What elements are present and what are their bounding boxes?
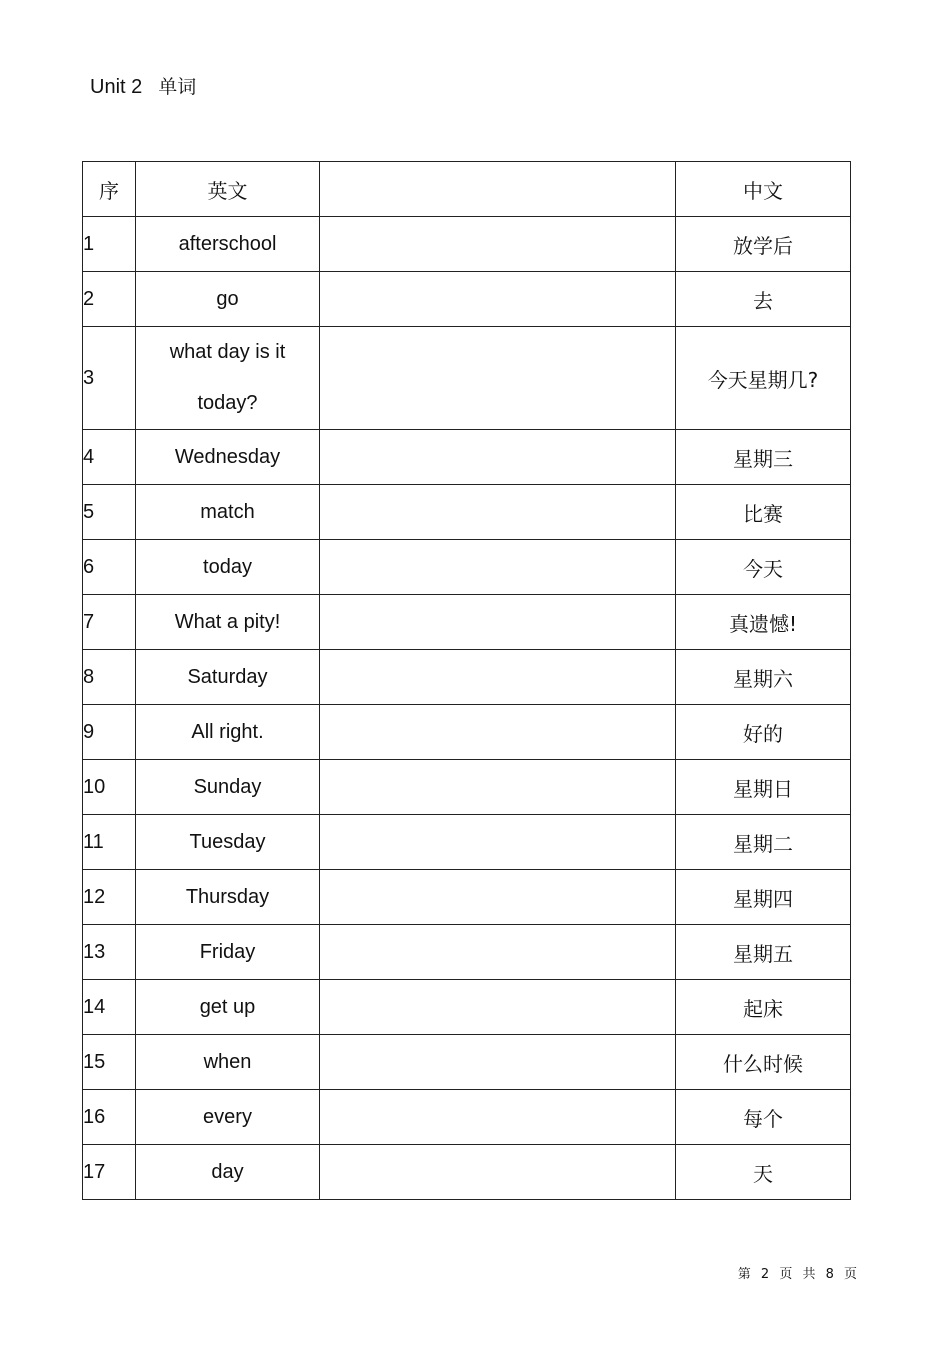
table-row xyxy=(83,595,851,650)
row-english: afterschool xyxy=(136,217,320,272)
row-number: 13 xyxy=(83,925,136,980)
row-blank xyxy=(320,980,676,1035)
row-number: 4 xyxy=(83,430,136,485)
table-row xyxy=(83,980,851,1035)
title-subtitle: 单词 xyxy=(158,76,197,98)
row-chinese: 天 xyxy=(676,1145,851,1200)
row-chinese: 什么时候 xyxy=(676,1035,851,1090)
row-chinese: 真遗憾! xyxy=(676,595,851,650)
row-number: 7 xyxy=(83,595,136,650)
row-number: 9 xyxy=(83,705,136,760)
row-english: Sunday xyxy=(136,760,320,815)
row-blank xyxy=(320,1035,676,1090)
row-english: Tuesday xyxy=(136,815,320,870)
row-number: 6 xyxy=(83,540,136,595)
vocabulary-table-body xyxy=(83,162,851,1200)
row-chinese: 星期三 xyxy=(676,430,851,485)
row-blank xyxy=(320,870,676,925)
page-title xyxy=(90,72,196,99)
row-blank xyxy=(320,925,676,980)
table-header-row xyxy=(83,162,851,217)
row-english: Wednesday xyxy=(136,430,320,485)
row-english: when xyxy=(136,1035,320,1090)
row-blank xyxy=(320,485,676,540)
unit-label: Unit 2 xyxy=(90,76,143,98)
row-number: 1 xyxy=(83,217,136,272)
row-blank xyxy=(320,650,676,705)
row-chinese: 放学后 xyxy=(676,217,851,272)
row-chinese: 星期四 xyxy=(676,870,851,925)
row-english: go xyxy=(136,272,320,327)
table-row xyxy=(83,272,851,327)
table-row xyxy=(83,1090,851,1145)
row-chinese: 星期六 xyxy=(676,650,851,705)
row-chinese: 星期五 xyxy=(676,925,851,980)
row-number: 2 xyxy=(83,272,136,327)
table-row xyxy=(83,217,851,272)
row-blank xyxy=(320,815,676,870)
row-blank xyxy=(320,595,676,650)
header-num: 序 xyxy=(83,162,136,217)
row-blank xyxy=(320,1145,676,1200)
row-chinese: 比赛 xyxy=(676,485,851,540)
header-english: 英文 xyxy=(136,162,320,217)
row-chinese: 去 xyxy=(676,272,851,327)
header-blank xyxy=(320,162,676,217)
row-english: day xyxy=(136,1145,320,1200)
row-number: 15 xyxy=(83,1035,136,1090)
row-english: What a pity! xyxy=(136,595,320,650)
row-english: get up xyxy=(136,980,320,1035)
row-blank xyxy=(320,430,676,485)
table-row xyxy=(83,760,851,815)
row-english: Friday xyxy=(136,925,320,980)
row-chinese: 每个 xyxy=(676,1090,851,1145)
table-row xyxy=(83,430,851,485)
row-blank xyxy=(320,1090,676,1145)
table-row xyxy=(83,327,851,430)
row-english: Saturday xyxy=(136,650,320,705)
row-blank xyxy=(320,705,676,760)
row-blank xyxy=(320,760,676,815)
table-row xyxy=(83,705,851,760)
table-row xyxy=(83,925,851,980)
row-number: 8 xyxy=(83,650,136,705)
row-english: Thursday xyxy=(136,870,320,925)
row-number: 12 xyxy=(83,870,136,925)
row-number: 14 xyxy=(83,980,136,1035)
row-english: today xyxy=(136,540,320,595)
row-number: 16 xyxy=(83,1090,136,1145)
row-number: 11 xyxy=(83,815,136,870)
row-blank xyxy=(320,217,676,272)
row-chinese: 好的 xyxy=(676,705,851,760)
row-number: 3 xyxy=(83,327,136,430)
row-chinese: 起床 xyxy=(676,980,851,1035)
table-row xyxy=(83,540,851,595)
table-row xyxy=(83,650,851,705)
row-number: 10 xyxy=(83,760,136,815)
row-english: what day is it today? xyxy=(136,327,320,430)
row-english: every xyxy=(136,1090,320,1145)
table-row xyxy=(83,485,851,540)
row-chinese: 今天星期几? xyxy=(676,327,851,430)
row-chinese: 星期日 xyxy=(676,760,851,815)
row-chinese: 星期二 xyxy=(676,815,851,870)
header-chinese: 中文 xyxy=(676,162,851,217)
row-english: match xyxy=(136,485,320,540)
table-row xyxy=(83,1145,851,1200)
row-number: 5 xyxy=(83,485,136,540)
row-blank xyxy=(320,540,676,595)
row-english: All right. xyxy=(136,705,320,760)
row-chinese: 今天 xyxy=(676,540,851,595)
page-number: 第 2 页 共 8 页 xyxy=(737,1267,860,1282)
row-blank xyxy=(320,272,676,327)
table-row xyxy=(83,1035,851,1090)
table-row xyxy=(83,815,851,870)
row-number: 17 xyxy=(83,1145,136,1200)
row-blank xyxy=(320,327,676,430)
vocabulary-table xyxy=(82,161,851,1200)
table-row xyxy=(83,870,851,925)
